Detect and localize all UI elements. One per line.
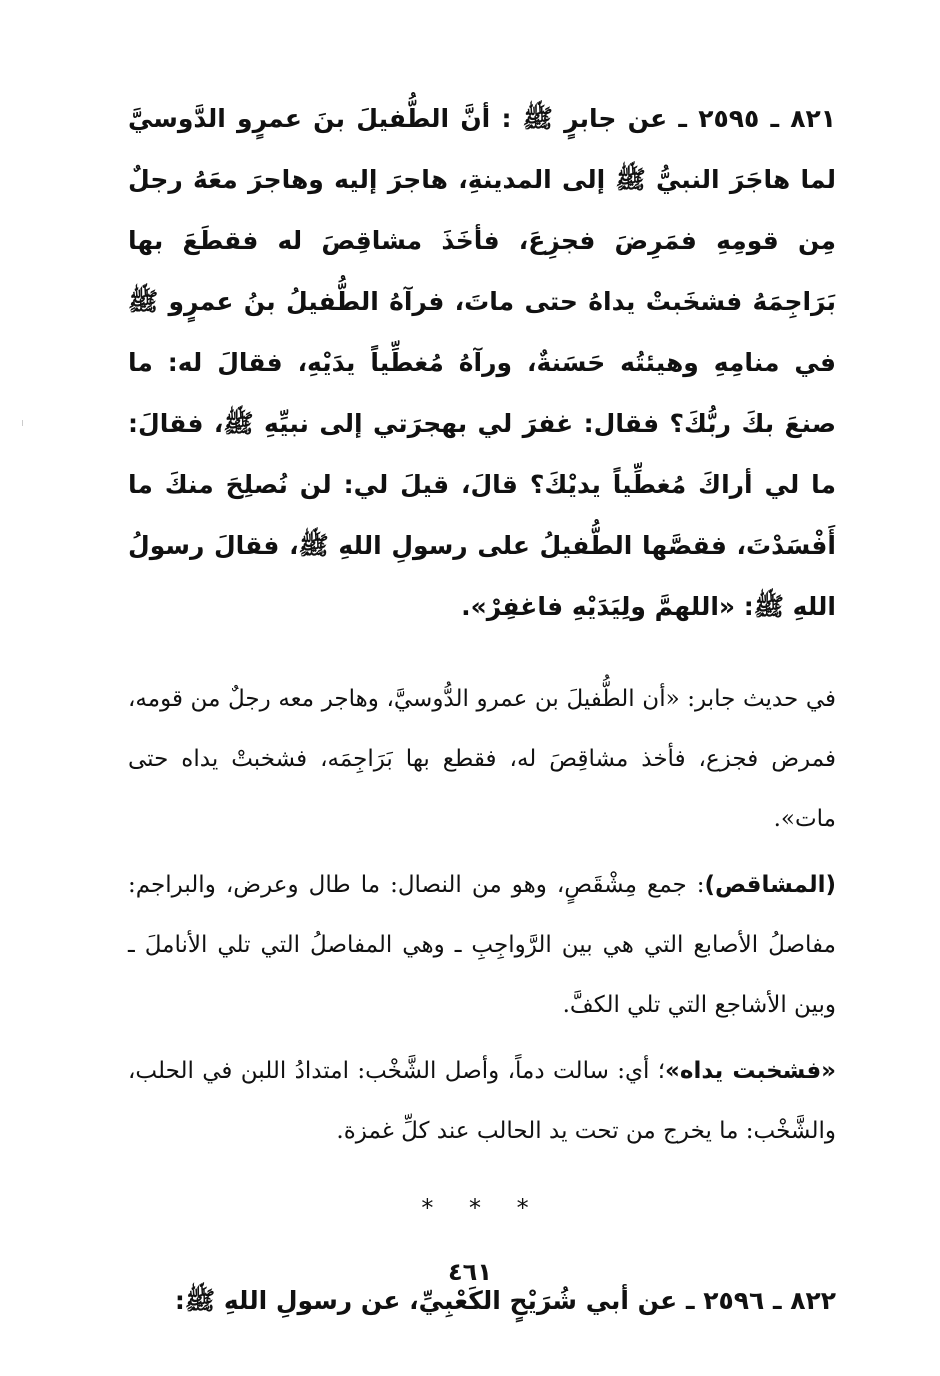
- commentary-paragraph-1: في حديث جابر: «أن الطُّفيلَ بن عمرو الدُّوسيَّ، وهاجر معه رجلٌ من قومه، فمرض فجزع، فأخذ مشاقِصَ له، فقطع بها بَرَاجِمَه، فشخبتْ يداه حتى مات».: [128, 686, 836, 832]
- hadith-822: ٨٢٢ ـ ٢٥٩٦ ـ عن أبي شُرَيْحٍ الكَعْبِيِّ، عن رسولِ اللهِ ﷺ:: [174, 1286, 836, 1315]
- section-separator: * * *: [421, 1194, 543, 1222]
- commentary-paragraph-2: [128, 855, 836, 1035]
- commentary-paragraph-3: [128, 1041, 836, 1161]
- term-fashakhabat: «فشخبت يداه»: [665, 1058, 836, 1084]
- term-mashaqis: (المشاقص): [704, 872, 836, 898]
- page-content: [128, 88, 836, 1356]
- definition-mashaqis: : جمع مِشْقَصٍ، وهو من النصال: ما طال وعرض، والبراجم: مفاصلُ الأصابع التي هي بين الرَّواجِبِ ـ وهي المفاصلُ التي تلي الأناملَ ـ وبين الأشاجع التي تلي الكفَّ.: [128, 872, 836, 1018]
- margin-mark: [22, 420, 23, 426]
- definition-fashakhabat: ؛ أي: سالت دماً، وأصل الشَّخْب: امتدادُ اللبن في الحلب، والشَّخْب: ما يخرج من تحت يد الحالب عند كلِّ غمزة.: [128, 1058, 836, 1144]
- page-number: ٤٦١: [448, 1258, 492, 1286]
- hadith-821: ٨٢١ ـ ٢٥٩٥ ـ عن جابرٍ ﷺ : أنَّ الطُّفيلَ بنَ عمرٍو الدَّوسيَّ لما هاجَرَ النبيُّ ﷺ إلى المدينةِ، هاجرَ إليه وهاجرَ معَهُ رجلٌ مِن قومِهِ فمَرِضَ فجزِعَ، فأخَذَ مشاقِصَ له فقطَعَ بها بَرَاجِمَهُ فشخَبتْ يداهُ حتى ماتَ، فرآهُ الطُّفيلُ بنُ عمرٍو ﷺ في منامِهِ وهيئتُه حَسَنةٌ، ورآهُ مُغطِّياً يدَيْهِ، فقالَ له: ما صنعَ بكَ ربُّكَ؟ فقال: غفرَ لي بهجرَتي إلى نبيِّهِ ﷺ، فقالَ: ما لي أراكَ مُغطِّياً يديْكَ؟ قالَ، قيلَ لي: لن نُصلِحَ منكَ ما أَفْسَدْتَ، فقصَّها الطُّفيلُ على رسولِ اللهِ ﷺ، فقالَ رسولُ اللهِ ﷺ: «اللهمَّ ولِيَدَيْهِ فاغفِرْ».: [128, 104, 836, 621]
